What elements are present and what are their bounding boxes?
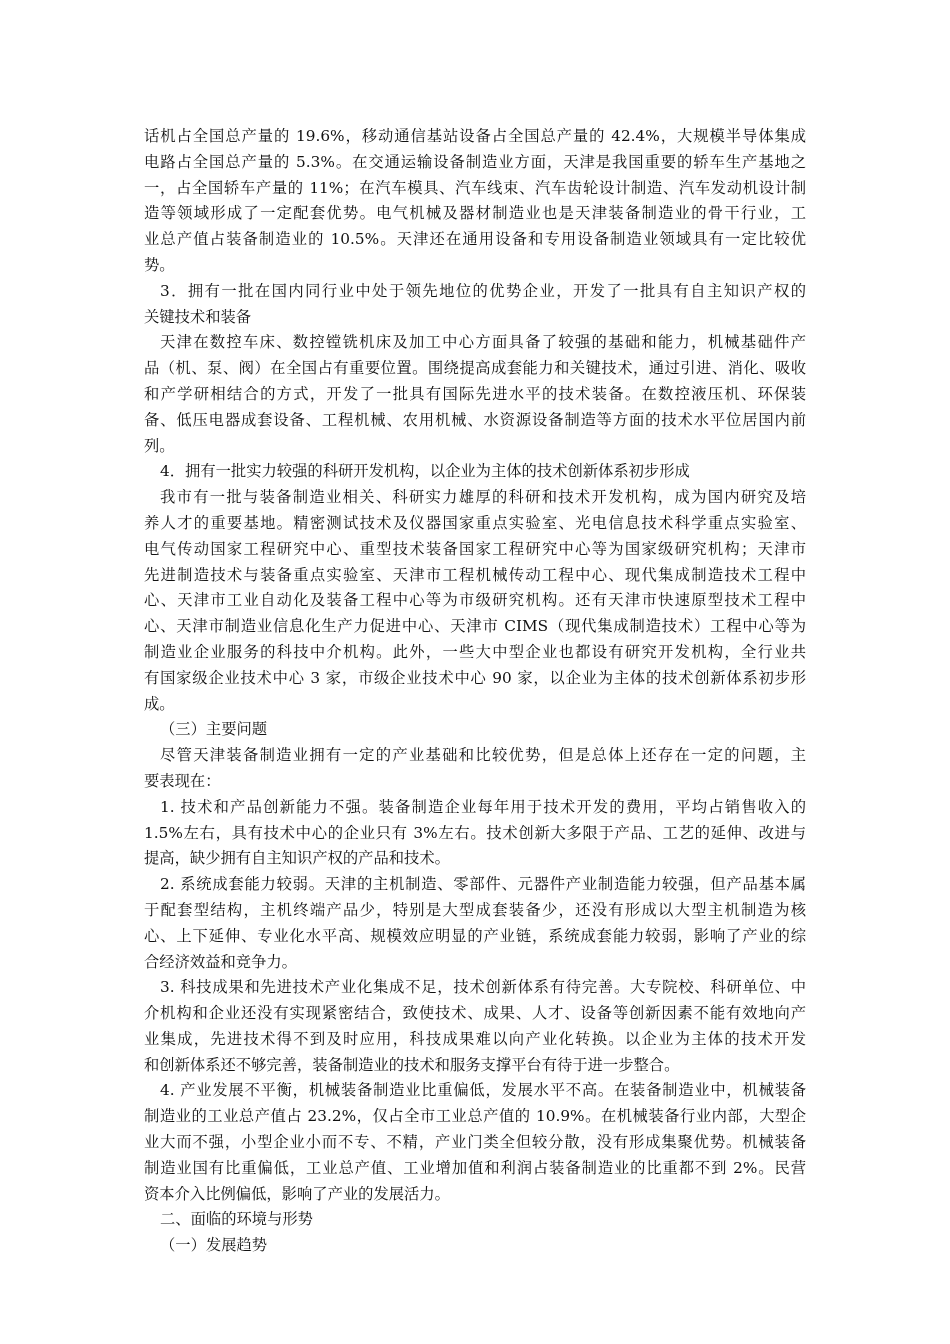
text-line: 2. 系统成套能力较弱。天津的主机制造、零部件、元器件产业制造能力较强，但产品基本属 <box>160 875 806 894</box>
text-line: 成。 <box>144 694 175 713</box>
text-line: 养人才的重要基地。精密测试技术及仪器国家重点实验室、光电信息技术科学重点实验室、 <box>144 513 806 532</box>
text-line: 要表现在： <box>144 771 221 790</box>
text-line: 一，占全国轿车产量的 11%；在汽车模具、汽车线束、汽车齿轮设计制造、汽车发动机设计制 <box>144 178 806 197</box>
text-line: 我市有一批与装备制造业相关、科研实力雄厚的科研和技术开发机构，成为国内研究及培 <box>160 488 806 507</box>
text-line: 电路占全国总产量的 5.3%。在交通运输设备制造业方面，天津是我国重要的轿车生产基地之 <box>144 152 806 171</box>
text-line: 3．拥有一批在国内同行业中处于领先地位的优势企业，开发了一批具有自主知识产权的 <box>160 281 806 300</box>
text-line: 1. 技术和产品创新能力不强。装备制造企业每年用于技术开发的费用，平均占销售收入的 <box>160 797 806 816</box>
text-line: 业集成，先进技术得不到及时应用，科技成果难以向产业化转换。以企业为主体的技术开发 <box>144 1029 806 1048</box>
text-line: 有国家级企业技术中心 3 家，市级企业技术中心 90 家，以企业为主体的技术创新体系初步形 <box>144 668 806 687</box>
text-line: 制造业的工业总产值占 23.2%，仅占全市工业总产值的 10.9%。在机械装备行业内部，大型企 <box>144 1107 806 1126</box>
text-line: 资本介入比例偏低，影响了产业的发展活力。 <box>144 1184 450 1203</box>
text-line: 心、上下延伸、专业化水平高、规模效应明显的产业链，系统成套能力较弱，影响了产业的综 <box>144 926 806 945</box>
text-line: 先进制造技术与装备重点实验室、天津市工程机械传动工程中心、现代集成制造技术工程中 <box>144 565 806 584</box>
text-line: 4. 产业发展不平衡，机械装备制造业比重偏低，发展水平不高。在装备制造业中，机械装备 <box>160 1081 806 1100</box>
text-line: 业大而不强，小型企业小而不专、不精，产业门类全但较分散，没有形成集聚优势。机械装备 <box>144 1133 806 1152</box>
text-line: 电气传动国家工程研究中心、重型技术装备国家工程研究中心等为国家级研究机构；天津市 <box>144 539 806 558</box>
text-line: 品（机、泵、阀）在全国占有重要位置。围绕提高成套能力和关键技术，通过引进、消化、吸收 <box>144 359 806 378</box>
text-line: 和创新体系还不够完善，装备制造业的技术和服务支撑平台有待于进一步整合。 <box>144 1055 680 1074</box>
text-line: 4．拥有一批实力较强的科研开发机构，以企业为主体的技术创新体系初步形成 <box>160 462 690 481</box>
text-line: 业总产值占装备制造业的 10.5%。天津还在通用设备和专用设备制造业领域具有一定比较优 <box>144 230 806 249</box>
text-line: 备、低压电器成套设备、工程机械、农用机械、水资源设备制造等方面的技术水平位居国内前 <box>144 410 806 429</box>
text-line: 制造业国有比重偏低，工业总产值、工业增加值和利润占装备制造业的比重都不到 2%。民营 <box>144 1158 806 1177</box>
text-line: 提高，缺少拥有自主知识产权的产品和技术。 <box>144 849 450 868</box>
text-line: 和产学研相结合的方式，开发了一批具有国际先进水平的技术装备。在数控液压机、环保装 <box>144 384 806 403</box>
text-line: 心、天津市工业自动化及装备工程中心等为市级研究机构。还有天津市快速原型技术工程中 <box>144 591 806 610</box>
text-line: 于配套型结构，主机终端产品少，特别是大型成套装备少，还没有形成以大型主机制造为核 <box>144 900 806 919</box>
document-body <box>144 124 806 1259</box>
text-line: 天津在数控车床、数控镗铣机床及加工中心方面具备了较强的基础和能力，机械基础件产 <box>160 333 806 352</box>
text-line: 关键技术和装备 <box>144 307 252 326</box>
text-line: 制造业企业服务的科技中介机构。此外，一些大中型企业也都设有研究开发机构，全行业共 <box>144 642 806 661</box>
text-line: （一）发展趋势 <box>160 1236 268 1255</box>
text-line: 介机构和企业还没有实现紧密结合，致使技术、成果、人才、设备等创新因素不能有效地向产 <box>144 1004 806 1023</box>
text-line: 势。 <box>144 255 175 274</box>
text-line: 3. 科技成果和先进技术产业化集成不足，技术创新体系有待完善。大专院校、科研单位、中 <box>160 978 806 997</box>
text-line: 1.5%左右，具有技术中心的企业只有 3%左右。技术创新大多限于产品、工艺的延伸、改进与 <box>144 823 806 842</box>
text-line: 话机占全国总产量的 19.6%，移动通信基站设备占全国总产量的 42.4%，大规模半导体集成 <box>144 127 806 145</box>
text-line: 合经济效益和竞争力。 <box>144 952 297 971</box>
text-line: 心、天津市制造业信息化生产力促进中心、天津市 CIMS（现代集成制造技术）工程中心等为 <box>144 617 806 636</box>
text-line: 列。 <box>144 436 175 455</box>
text-line: 尽管天津装备制造业拥有一定的产业基础和比较优势，但是总体上还存在一定的问题，主 <box>160 746 806 765</box>
text-line: 造等领域形成了一定配套优势。电气机械及器材制造业也是天津装备制造业的骨干行业，工 <box>144 204 806 223</box>
text-line: （三）主要问题 <box>160 720 268 739</box>
text-line: 二、面临的环境与形势 <box>160 1210 313 1229</box>
